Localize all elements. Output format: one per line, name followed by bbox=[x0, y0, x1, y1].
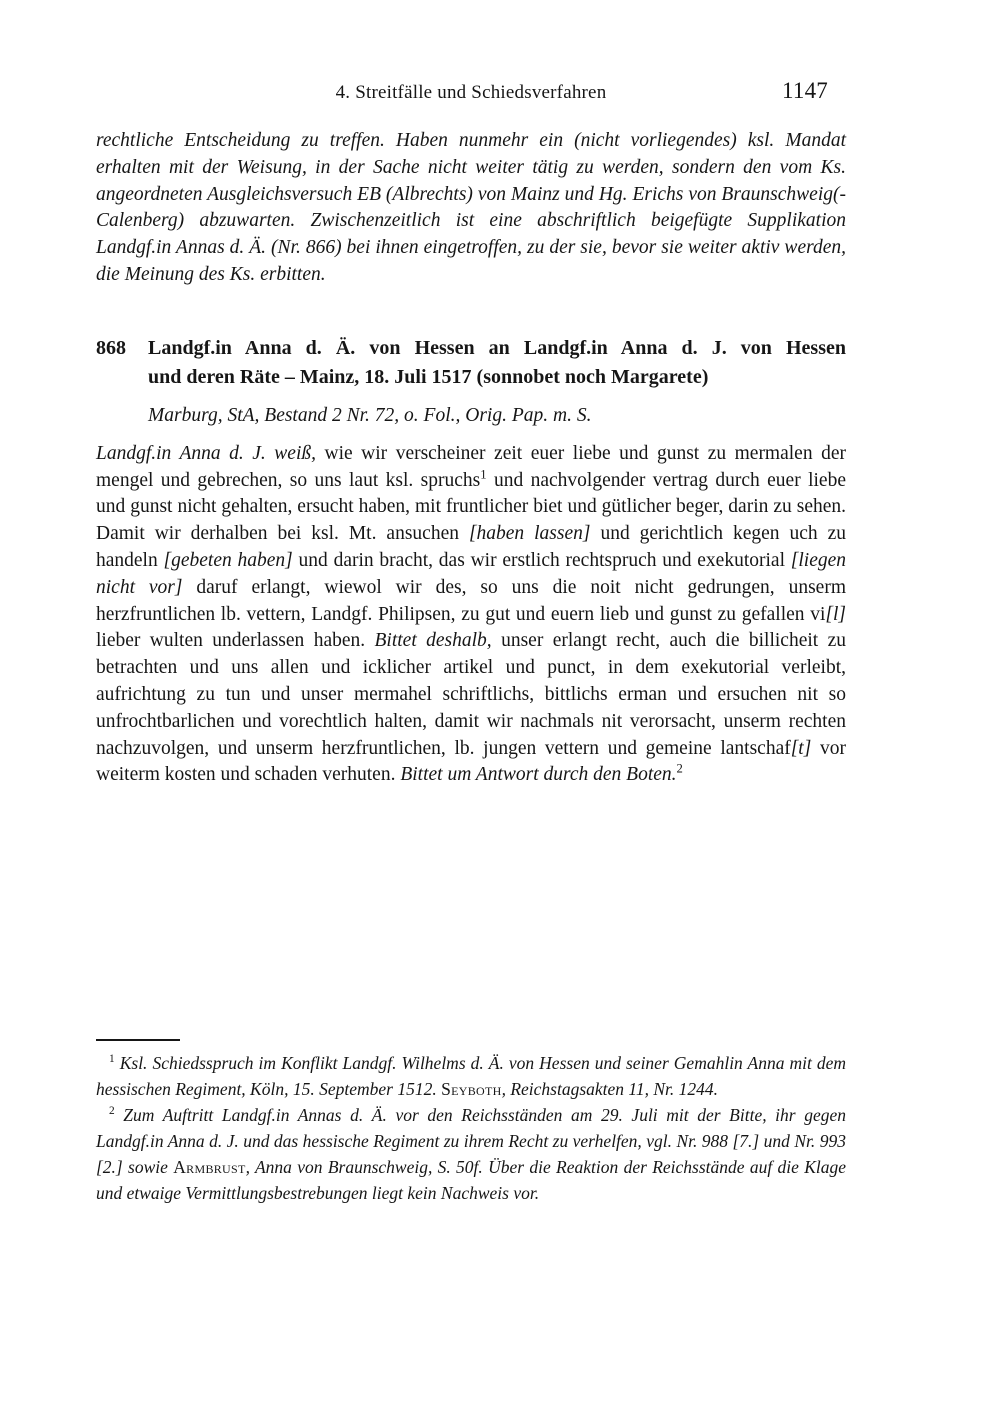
text-segment: und gerichtlich kegen uch zu handeln bbox=[96, 523, 847, 571]
footnote-reference: 1 bbox=[109, 1053, 115, 1066]
footnote-separator-rule bbox=[96, 1039, 180, 1041]
text-segment: Bittet um Antwort durch den Boten. bbox=[400, 764, 677, 786]
text-segment: und nachvolgender vertrag durch euer liebe und gunst nicht gehalten, ersucht haben, mit fruntlicher biet und gütlicher beger, darin zu sehen. Damit wir derhalben bei ksl. Mt. ansuchen bbox=[96, 469, 846, 545]
text-segment: , Reichstagsakten 11, Nr. 1244. bbox=[501, 1079, 719, 1099]
text-segment: , Anna von Braunschweig, S. 50f. Über die Reaktion der Reichsstände auf die Klage und etwaige Vermittlungsbestrebungen liegt kein Nachweis vor. bbox=[96, 1157, 847, 1203]
entry-number: 868 bbox=[96, 336, 126, 359]
footnote-reference: 2 bbox=[109, 1105, 115, 1118]
entry-heading bbox=[96, 334, 846, 392]
text-segment: [liegen nicht vor] bbox=[96, 549, 847, 598]
text-segment: Ksl. Schiedsspruch im Konflikt Landgf. Wilhelms d. Ä. von Hessen und seiner Gemahlin Anna mit dem hessischen Regiment, Köln, 15. September 1512. bbox=[96, 1053, 846, 1099]
text-segment: Bittet deshalb, bbox=[374, 630, 492, 652]
entry-title-line-1: Landgf.in Anna d. Ä. von Hessen an Landgf.in Anna d. J. von Hessen bbox=[148, 336, 846, 359]
page-number: 1147 bbox=[782, 78, 828, 103]
text-segment: Landgf.in Anna d. J. weiß, bbox=[96, 442, 317, 464]
entry-title-line-2: und deren Räte – Mainz, 18. Juli 1517 (sonnobet noch Margarete) bbox=[148, 365, 709, 388]
text-segment: rechtliche Entscheidung zu treffen. Haben nunmehr ein (nicht vorliegendes) ksl. Mandat erhalten mit der Weisung, in der Sache nicht weiter tätig zu werden, sondern den vom Ks. angeordneten Ausgleichsversuch EB (Albrechts) von Mainz und Hg. Erichs von Braunschweig(-Calenberg) abzuwarten. Zwischenzeitlich ist eine abschriftlich beigefügte Supplikation Landgf.in Annas d. Ä. (Nr. 866) bei ihnen eingetroffen, zu der sie, bevor sie weiter aktiv werden, die Meinung des Ks. erbitten. bbox=[96, 130, 846, 285]
text-segment: lieber wulten underlassen haben. bbox=[96, 630, 375, 652]
section-header: 4. Streitfälle und Schiedsverfahren bbox=[335, 82, 607, 103]
text-segment: [t] bbox=[790, 737, 812, 759]
text-segment: daruf erlangt, wiewol wir des, so uns die noit nicht gedrungen, unserm herzfruntlichen lb. vettern, Landgf. Philipsen, zu gut und euern lieb und gunst zu gefallen vi bbox=[96, 576, 846, 625]
entry-868 bbox=[96, 334, 846, 789]
text-segment: und darin bracht, das wir erstlich rechtspruch und exekutorial bbox=[292, 549, 791, 571]
footnote-reference: 2 bbox=[676, 761, 683, 776]
summary-paragraph bbox=[96, 128, 846, 289]
text-segment: Seyboth bbox=[441, 1079, 502, 1099]
running-head bbox=[96, 78, 846, 108]
footnote-block bbox=[96, 1039, 846, 1206]
text-segment: Zum Auftritt Landgf.in Annas d. Ä. vor den Reichsständen am 29. Juli mit der Bitte, ihr gegen Landgf.in Anna d. J. und das hessische Regiment zu ihrem Recht zu verhelfen, vgl. Nr. 988 [7.] und Nr. 993 [2.] sowie bbox=[96, 1105, 846, 1177]
text-segment: Armbrust bbox=[173, 1157, 246, 1177]
entry-body-paragraph bbox=[96, 441, 846, 789]
text-segment: unser erlangt recht, auch die billicheit zu betrachten und uns allen und icklicher artikel und punct, in dem exekutorial verleibt, aufrichtung zu tun und unser mermahel schriftlichs, bittlichs erman und ersuchen nit so unfrochtbarlichen und vorechtlich halten, damit wir nachmals nit verorsacht, unserm rechten nachzuvolgen, und unserm herzfruntlichen, lb. jungen vettern und gemeine lantschaf bbox=[96, 630, 846, 759]
text-segment: vor weiterm kosten und schaden verhuten. bbox=[96, 737, 846, 786]
footnote-2 bbox=[96, 1102, 846, 1206]
footnote-reference: 1 bbox=[480, 467, 487, 482]
footnote-1 bbox=[96, 1050, 846, 1102]
text-segment: [l] bbox=[825, 603, 846, 625]
archival-source-line: Marburg, StA, Bestand 2 Nr. 72, o. Fol., Orig. Pap. m. S. bbox=[148, 404, 592, 426]
text-segment: wie wir verscheiner zeit euer liebe und gunst zu mermalen der mengel und gebrechen, so uns laut ksl. spruchs bbox=[96, 442, 846, 491]
text-segment: [haben lassen] bbox=[468, 523, 591, 545]
type-area bbox=[96, 0, 846, 789]
text-segment: [gebeten haben] bbox=[163, 549, 293, 571]
